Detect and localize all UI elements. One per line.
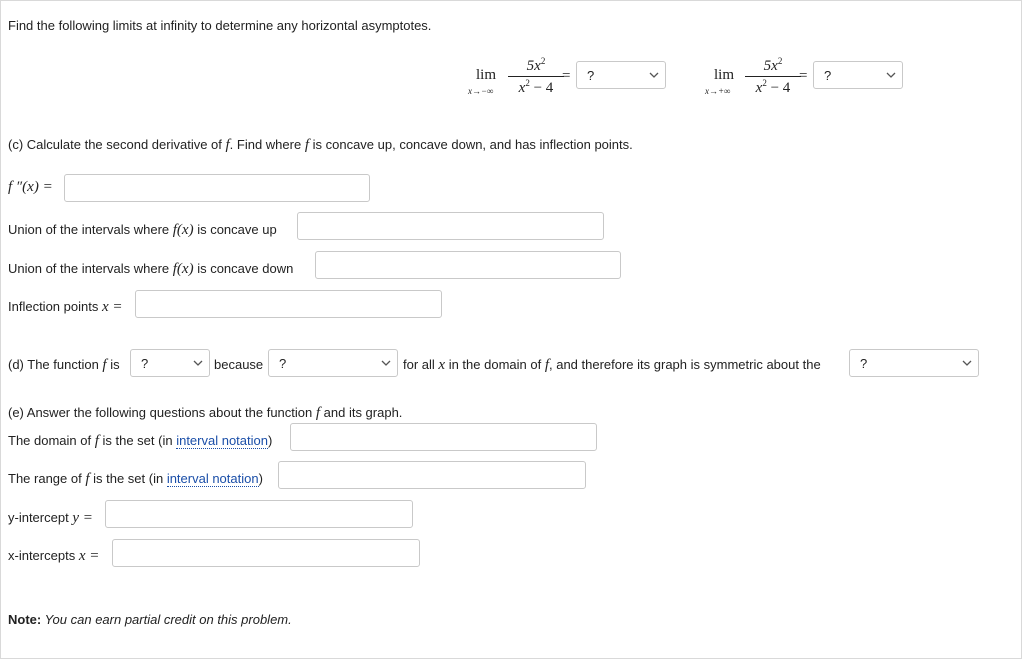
part-d-x: x [438,357,446,373]
part-d-prompt-b: is [106,357,120,372]
chevron-down-icon [886,70,896,80]
second-derivative-input[interactable] [64,174,370,202]
domain-label-a: The domain of [8,433,95,448]
chevron-down-icon [962,358,972,368]
range-label-a: The range of [8,471,86,486]
part-e-f: f [315,405,321,421]
part-e-prompt-a: (e) Answer the following questions about the function [8,405,316,420]
part-c-prompt-a: (c) Calculate the second derivative of [8,137,226,152]
lim-label-2: lim [714,67,735,83]
part-d-prompt-start [8,357,120,374]
denominator-rest-1: − 4 [529,80,554,96]
concave-down-label-a: Union of the intervals where [8,261,173,276]
second-derivative-label: f ″(x) = [8,179,53,195]
parity-select[interactable] [130,349,210,377]
denominator-exp-2: 2 [762,78,767,88]
denominator-base-2: x [755,80,763,96]
part-e-prompt-b: and its graph. [320,405,403,420]
limit-pos-inf-value: ? [824,68,832,83]
y-intercept-input[interactable] [105,500,413,528]
range-label [8,471,263,488]
domain-label-b: is the set (in [98,433,177,448]
domain-f: f [94,433,99,449]
part-d-f: f [102,357,107,373]
domain-label-c: ) [267,433,273,448]
concave-up-fx: f(x) [172,222,194,238]
range-f: f [85,471,90,487]
limit-pos-inf [705,56,815,100]
range-input[interactable] [278,461,586,489]
concave-down-label [8,261,293,278]
part-d-prompt-a: (d) The function [8,357,103,372]
part-d-prompt-c: for all [403,357,439,372]
lim-sub-2: x→+∞ [705,86,731,96]
reason-select-value: ? [279,356,287,371]
symmetry-select[interactable] [849,349,979,377]
numerator-exp-1: 2 [540,56,546,66]
denominator-base-1: x [518,80,526,96]
reason-select[interactable] [268,349,398,377]
concave-up-label-a: Union of the intervals where [8,222,173,237]
chevron-down-icon [381,358,391,368]
part-d-prompt-e: , and therefore its graph is symmetric about the [548,357,821,372]
range-interval-notation-link[interactable]: interval notation [166,471,259,486]
chevron-down-icon [193,358,203,368]
part-c-prompt-c: is concave up, concave down, and has inflection points. [309,137,633,152]
lim-sub-1: x→−∞ [468,86,494,96]
partial-credit-note [8,612,292,627]
note-label: Note: [8,612,42,627]
concave-up-label-b: is concave up [193,222,277,237]
concave-down-fx: f(x) [172,261,194,277]
parity-select-value: ? [141,356,149,371]
symmetry-select-value: ? [860,356,868,371]
inflection-label [8,299,122,316]
inflection-var: x = [101,299,123,315]
note-text: You can earn partial credit on this problem. [41,612,292,627]
fraction-1 [508,56,564,97]
limit-neg-inf-select[interactable] [576,61,666,89]
inflection-input[interactable] [135,290,442,318]
part-e-prompt [8,405,402,422]
part-d-f2: f [544,357,549,373]
fraction-2 [745,56,801,97]
x-intercepts-label-a: x-intercepts [8,548,79,563]
part-c-prompt [8,137,633,154]
range-label-b: is the set (in [89,471,167,486]
equals-2: = [799,68,808,84]
limit-neg-inf [468,56,578,100]
part-c-prompt-b: . Find where [229,137,305,152]
numerator-2: 5x [763,58,778,74]
y-intercept-var: y = [72,510,93,526]
intro-text: Find the following limits at infinity to determine any horizontal asymptotes. [8,18,432,33]
domain-input[interactable] [290,423,597,451]
domain-interval-notation-link[interactable]: interval notation [176,433,268,448]
limit-pos-inf-select[interactable] [813,61,903,89]
range-label-c: ) [258,471,263,486]
chevron-down-icon [649,70,659,80]
concave-up-label [8,222,277,239]
domain-label [8,433,272,450]
lim-label-1: lim [476,67,497,83]
part-d-prompt-d: in the domain of [445,357,545,372]
denominator-rest-2: − 4 [766,80,791,96]
part-c-f2: f [304,137,309,153]
x-intercepts-input[interactable] [112,539,420,567]
part-d-prompt-end [403,357,821,374]
equals-1: = [562,68,571,84]
concave-up-input[interactable] [297,212,604,240]
limit-neg-inf-value: ? [587,68,595,83]
part-c-f1: f [225,137,230,153]
numerator-1: 5x [526,58,541,74]
x-intercepts-label [8,548,99,565]
because-label: because [214,357,264,372]
numerator-exp-2: 2 [777,56,783,66]
y-intercept-label-a: y-intercept [8,510,73,525]
y-intercept-label [8,510,93,527]
concave-down-label-b: is concave down [193,261,294,276]
denominator-exp-1: 2 [525,78,530,88]
concave-down-input[interactable] [315,251,621,279]
x-intercepts-var: x = [78,548,100,564]
inflection-label-text: Inflection points [8,299,102,314]
